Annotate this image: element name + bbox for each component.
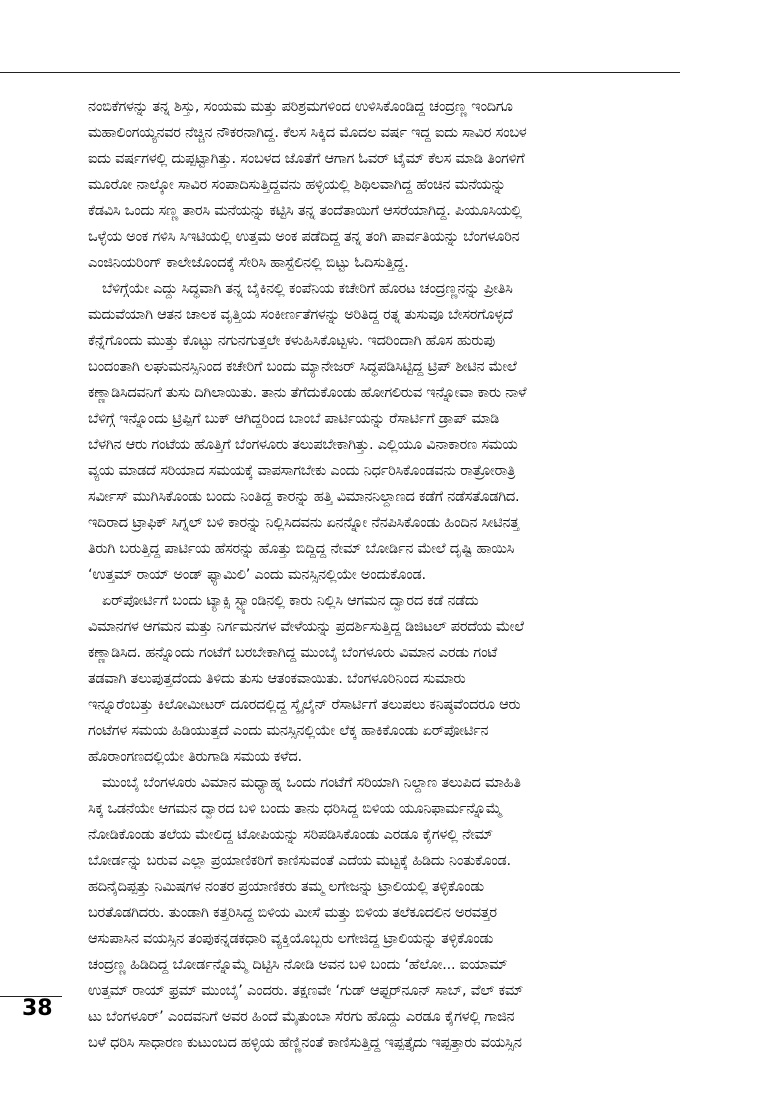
body-text [88,94,685,1056]
paragraph [88,770,685,1056]
paragraph [88,588,685,770]
text-line: ಬೋರ್ಡನ್ನು ಬರುವ ಎಲ್ಲಾ ಪ್ರಯಾಣಿಕರಿಗೆ ಕಾಣಿಸುವಂತೆ ಎದೆಯ ಮಟ್ಟಕ್ಕೆ ಹಿಡಿದು ನಿಂತುಕೊಂಡ. [88,853,511,869]
text-line: ಬೆಳಿಗ್ಗೆ ಇನ್ನೊಂದು ಟ್ರಿಪ್ಪಿಗೆ ಬುಕ್ ಆಗಿದ್ದರಿಂದ ಬಾಂಬೆ ಪಾರ್ಟಿಯನ್ನು ರೆಸಾರ್ಟಿಗೆ ಡ್ರಾಪ್ ಮಾಡಿ [88,411,500,427]
text-line: ಸರ್ವೀಸ್ ಮುಗಿಸಿಕೊಂಡು ಬಂದು ನಿಂತಿದ್ದ ಕಾರನ್ನು ಹತ್ತಿ ವಿಮಾನನಿಲ್ದಾಣದ ಕಡೆಗೆ ನಡೆಸತೊಡಗಿದ. [88,489,520,505]
header-rule [0,72,680,73]
text-line: ‘ಉತ್ತಮ್ ರಾಯ್ ಅಂಡ್ ಫ್ಯಾಮಿಲಿ’ ಎಂದು ಮನಸ್ಸಿನಲ್ಲಿಯೇ ಅಂದುಕೊಂಡ. [88,567,426,583]
text-line: ಉತ್ತಮ್ ರಾಯ್ ಫ್ರಮ್ ಮುಂಬೈ’ ಎಂದರು. ತಕ್ಷಣವೇ ‘ಗುಡ್ ಆಫ್ಟರ್‌ನೂನ್ ಸಾಬ್, ವೆಲ್ ಕಮ್ [88,983,523,999]
text-line: ಇದಿರಾದ ಟ್ರಾಫಿಕ್ ಸಿಗ್ನಲ್ ಬಳಿ ಕಾರನ್ನು ನಿಲ್ಲಿಸಿದವನು ಏನನ್ನೋ ನೆನಪಿಸಿಕೊಂಡು ಹಿಂದಿನ ಸೀಟಿನತ್ತ [88,515,519,531]
text-line: ಮಹಾಲಿಂಗಯ್ಯನವರ ನೆಚ್ಚಿನ ನೌಕರನಾಗಿದ್ದ. ಕೆಲಸ ಸಿಕ್ಕಿದ ಮೊದಲ ವರ್ಷ ಇದ್ದ ಐದು ಸಾವಿರ ಸಂಬಳ [88,125,527,141]
text-line: ಏರ್‌ಪೋರ್ಟಿಗೆ ಬಂದು ಟ್ಯಾಕ್ಸಿ ಸ್ಟ್ಯಾಂಡಿನಲ್ಲಿ ಕಾರು ನಿಲ್ಲಿಸಿ ಆಗಮನ ದ್ವಾರದ ಕಡೆ ನಡೆದು [102,593,479,609]
text-line: ಐದು ವರ್ಷಗಳಲ್ಲಿ ದುಪ್ಪಟ್ಟಾಗಿತ್ತು. ಸಂಬಳದ ಜೊತೆಗೆ ಆಗಾಗ ಓವರ್ ಟೈಮ್ ಕೆಲಸ ಮಾಡಿ ತಿಂಗಳಿಗೆ [88,151,525,167]
text-line: ಮದುವೆಯಾಗಿ ಆತನ ಚಾಲಕ ವೃತ್ತಿಯ ಸಂಕೀರ್ಣತೆಗಳನ್ನು ಅರಿತಿದ್ದ ರತ್ನ ತುಸುವೂ ಬೇಸರಗೊಳ್ಳದೆ [88,307,513,323]
text-line: ನೋಡಿಕೊಂಡು ತಲೆಯ ಮೇಲಿದ್ದ ಟೋಪಿಯನ್ನು ಸರಿಪಡಿಸಿಕೊಂಡು ಎರಡೂ ಕೈಗಳಲ್ಲಿ ನೇಮ್ [88,827,493,843]
text-line: ಬರತೊಡಗಿದರು. ತುಂಡಾಗಿ ಕತ್ತರಿಸಿದ್ದ ಬಿಳಿಯ ಮೀಸೆ ಮತ್ತು ಬಿಳಿಯ ತಲೆಕೂದಲಿನ ಅರವತ್ತರ [88,905,497,921]
paragraph [88,276,685,588]
text-line: ವಿಮಾನಗಳ ಆಗಮನ ಮತ್ತು ನಿರ್ಗಮನಗಳ ವೇಳೆಯನ್ನು ಪ್ರದರ್ಶಿಸುತ್ತಿದ್ದ ಡಿಜಿಟಲ್ ಪರದೆಯ ಮೇಲೆ [88,619,524,635]
text-line: ಒಳ್ಳೆಯ ಅಂಕ ಗಳಿಸಿ ಸಿಇಟಿಯಲ್ಲಿ ಉತ್ತಮ ಅಂಕ ಪಡೆದಿದ್ದ ತನ್ನ ತಂಗಿ ಪಾರ್ವತಿಯನ್ನು ಬೆಂಗಳೂರಿನ [88,229,520,245]
text-line: ವ್ಯಯ ಮಾಡದೆ ಸರಿಯಾದ ಸಮಯಕ್ಕೆ ವಾಪಸಾಗಬೇಕು ಎಂದು ನಿರ್ಧರಿಸಿಕೊಂಡವನು ರಾತ್ರೋರಾತ್ರಿ [88,463,516,479]
text-line: ಬೆಳಿಗ್ಗೆಯೇ ಎದ್ದು ಸಿದ್ಧವಾಗಿ ತನ್ನ ಬೈಕಿನಲ್ಲಿ ಕಂಪೆನಿಯ ಕಚೇರಿಗೆ ಹೊರಟ ಚಂದ್ರಣ್ಣನನ್ನು ಪ್ರೀತಿಸಿ [102,281,513,297]
text-line: ಕಣ್ಣಾಡಿಸಿದ. ಹನ್ನೊಂದು ಗಂಟೆಗೆ ಬರಬೇಕಾಗಿದ್ದ ಮುಂಬೈ ಬೆಂಗಳೂರು ವಿಮಾನ ಎರಡು ಗಂಟೆ [88,645,498,661]
text-line: ಬಂದಂತಾಗಿ ಲಘುಮನಸ್ಸಿನಿಂದ ಕಚೇರಿಗೆ ಬಂದು ಮ್ಯಾನೇಜರ್ ಸಿದ್ಧಪಡಿಸಿಟ್ಟಿದ್ದ ಟ್ರಿಪ್ ಶೀಟಿನ ಮೇಲೆ [88,359,517,375]
text-line: ಆಸುಪಾಸಿನ ವಯಸ್ಸಿನ ತಂಪುಕನ್ನಡಕಧಾರಿ ವ್ಯಕ್ತಿಯೊಬ್ಬರು ಲಗೇಜಿದ್ದ ಟ್ರಾಲಿಯನ್ನು ತಳ್ಳಿಕೊಂಡು [88,931,494,947]
text-line: ತಡವಾಗಿ ತಲುಪುತ್ತದೆಂದು ತಿಳಿದು ತುಸು ಆತಂಕವಾಯಿತು. ಬೆಂಗಳೂರಿನಿಂದ ಸುಮಾರು [88,671,466,687]
text-line: ಇನ್ನೂರೆಂಬತ್ತು ಕಿಲೋಮೀಟರ್ ದೂರದಲ್ಲಿದ್ದ ಸ್ಕೈಲೈನ್ ರೆಸಾರ್ಟಿಗೆ ತಲುಪಲು ಕನಿಷ್ಠವೆಂದರೂ ಆರು [88,697,521,713]
text-line: ಬಳೆ ಧರಿಸಿ ಸಾಧಾರಣ ಕುಟುಂಬದ ಹಳ್ಳಿಯ ಹೆಣ್ಣಿನಂತೆ ಕಾಣಿಸುತ್ತಿದ್ದ ಇಪ್ಪತ್ತೈದು ಇಪ್ಪತ್ತಾರು ವಯಸ್ಸಿನ [88,1035,522,1051]
text-line: ಟು ಬೆಂಗಳೂರ್’ ಎಂದವನಿಗೆ ಅವರ ಹಿಂದೆ ಮೈತುಂಬಾ ಸೆರಗು ಹೊದ್ದು ಎರಡೂ ಕೈಗಳಲ್ಲಿ ಗಾಜಿನ [88,1009,515,1025]
text-line: ಹದಿನೈದಿಪ್ಪತ್ತು ನಿಮಿಷಗಳ ನಂತರ ಪ್ರಯಾಣಿಕರು ತಮ್ಮ ಲಗೇಜನ್ನು ಟ್ರಾಲಿಯಲ್ಲಿ ತಳ್ಳಿಕೊಂಡು [88,879,484,895]
text-line: ಕೆಡವಿಸಿ ಒಂದು ಸಣ್ಣ ತಾರಸಿ ಮನೆಯನ್ನು ಕಟ್ಟಿಸಿ ತನ್ನ ತಂದೆತಾಯಿಗೆ ಆಸರೆಯಾಗಿದ್ದ. ಪಿಯೂಸಿಯಲ್ಲಿ [88,203,522,219]
text-line: ನಂಬಿಕೆಗಳನ್ನು ತನ್ನ ಶಿಸ್ತು, ಸಂಯಮ ಮತ್ತು ಪರಿಶ್ರಮಗಳಿಂದ ಉಳಿಸಿಕೊಂಡಿದ್ದ ಚಂದ್ರಣ್ಣ ಇಂದಿಗೂ [88,99,513,115]
page-number: 38 [22,996,53,1021]
text-line: ಮೂರೋ ನಾಲ್ಕೋ ಸಾವಿರ ಸಂಪಾದಿಸುತ್ತಿದ್ದವನು ಹಳ್ಳಿಯಲ್ಲಿ ಶಿಥಿಲವಾಗಿದ್ದ ಹೆಂಚಿನ ಮನೆಯನ್ನು [88,177,506,193]
paragraph [88,94,685,276]
text-line: ಹೊರಾಂಗಣದಲ್ಲಿಯೇ ತಿರುಗಾಡಿ ಸಮಯ ಕಳೆದ. [88,749,302,765]
text-line: ಮುಂಬೈ ಬೆಂಗಳೂರು ವಿಮಾನ ಮಧ್ಯಾಹ್ನ ಒಂದು ಗಂಟೆಗೆ ಸರಿಯಾಗಿ ನಿಲ್ದಾಣ ತಲುಪಿದ ಮಾಹಿತಿ [102,775,521,791]
text-line: ತಿರುಗಿ ಬರುತ್ತಿದ್ದ ಪಾರ್ಟಿಯ ಹೆಸರನ್ನು ಹೊತ್ತು ಬಿದ್ದಿದ್ದ ನೇಮ್ ಬೋರ್ಡಿನ ಮೇಲೆ ದೃಷ್ಟಿ ಹಾಯಿಸಿ [88,541,515,557]
text-line: ಎಂಜಿನಿಯರಿಂಗ್ ಕಾಲೇಜೊಂದಕ್ಕೆ ಸೇರಿಸಿ ಹಾಸ್ಟೆಲಿನಲ್ಲಿ ಬಿಟ್ಟು ಓದಿಸುತ್ತಿದ್ದ. [88,255,409,271]
text-line: ಕೆನ್ನೆಗೊಂದು ಮುತ್ತು ಕೊಟ್ಟು ನಗುನಗುತ್ತಲೇ ಕಳುಹಿಸಿಕೊಟ್ಟಳು. ಇದರಿಂದಾಗಿ ಹೊಸ ಹುರುಪು [88,333,495,349]
text-line: ಗಂಟೆಗಳ ಸಮಯ ಹಿಡಿಯುತ್ತದೆ ಎಂದು ಮನಸ್ಸಿನಲ್ಲಿಯೇ ಲೆಕ್ಕ ಹಾಕಿಕೊಂಡು ಏರ್‌ಪೋರ್ಟಿನ [88,723,489,739]
text-line: ಸಿಕ್ಕ ಒಡನೆಯೇ ಆಗಮನ ದ್ವಾರದ ಬಳಿ ಬಂದು ತಾನು ಧರಿಸಿದ್ದ ಬಿಳಿಯ ಯೂನಿಫಾರ್ಮನ್ನೊಮ್ಮೆ [88,801,502,817]
text-line: ಬೆಳಗಿನ ಆರು ಗಂಟೆಯ ಹೊತ್ತಿಗೆ ಬೆಂಗಳೂರು ತಲುಪಬೇಕಾಗಿತ್ತು. ಎಲ್ಲಿಯೂ ವಿನಾಕಾರಣ ಸಮಯ [88,437,518,453]
text-line: ಚಂದ್ರಣ್ಣ ಹಿಡಿದಿದ್ದ ಬೋರ್ಡನ್ನೊಮ್ಮೆ ದಿಟ್ಟಿಸಿ ನೋಡಿ ಅವನ ಬಳಿ ಬಂದು ‘ಹೆಲೋ... ಐಯಾಮ್ [88,957,508,973]
text-line: ಕಣ್ಣಾಡಿಸಿದವನಿಗೆ ತುಸು ದಿಗಿಲಾಯಿತು. ತಾನು ತೆಗೆದುಕೊಂಡು ಹೋಗಲಿರುವ ಇನ್ನೋವಾ ಕಾರು ನಾಳೆ [88,385,527,401]
